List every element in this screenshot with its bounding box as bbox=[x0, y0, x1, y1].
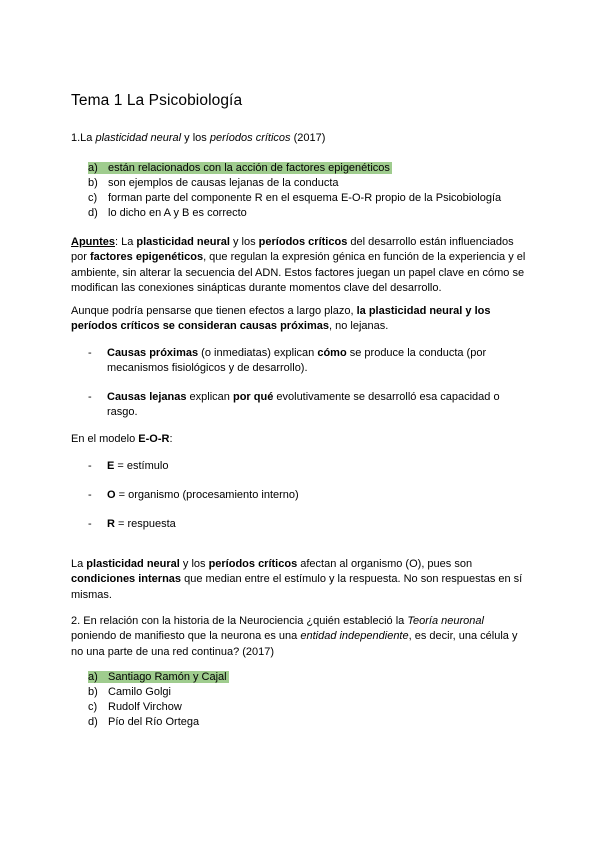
answer-highlight: a) están relacionados con la acción de factores epigenéticos bbox=[88, 162, 390, 174]
q1-option-a bbox=[88, 161, 392, 176]
notes-paragraph-2: Aunque podría pensarse que tienen efectos a largo plazo, la plasticidad neural y los períodos críticos se consideran causas próximas, no lejanas. bbox=[71, 305, 491, 333]
q2-option-b: b) Camilo Golgi bbox=[88, 686, 171, 698]
eor-intro: En el modelo E-O-R: bbox=[71, 433, 173, 445]
q2-option-c: c) Rudolf Virchow bbox=[88, 701, 182, 713]
eor-item-r: - R = respuesta bbox=[88, 518, 176, 530]
q1-option-b: b) son ejemplos de causas lejanas de la conducta bbox=[88, 177, 339, 189]
notes-paragraph-1: Apuntes: La plasticidad neural y los períodos críticos del desarrollo están influenciados por factores epigenéticos, que regulan la expresión génica en función de la experiencia y el ambiente, sin alterar la secuencia del ADN. Estos factores juegan un papel clave en cómo se modifican las conexiones sinápticas durante momentos clave del desarrollo. bbox=[71, 236, 526, 295]
page-title: Tema 1 La Psicobiología bbox=[71, 92, 243, 109]
eor-item-o: - O = organismo (procesamiento interno) bbox=[88, 489, 299, 501]
notes-paragraph-3: La plasticidad neural y los períodos críticos afectan al organismo (O), pues son condiciones internas que median entre el estímulo y la respuesta. No son respuestas en sí mismas. bbox=[71, 558, 523, 601]
q1-option-c: c) forman parte del componente R en el esquema E-O-R propio de la Psicobiología bbox=[88, 192, 502, 204]
question-2-stem: 2. En relación con la historia de la Neurociencia ¿quién estableció la Teoría neuronal poniendo de manifiesto que la neurona es una entidad independiente, es decir, una célula y no una parte de una red continua? (2017) bbox=[71, 615, 518, 658]
bullet-causas-lejanas: - Causas lejanas explican por qué evolutivamente se desarrolló esa capacidad o rasgo. bbox=[88, 391, 500, 419]
question-1-stem: 1.La plasticidad neural y los períodos críticos (2017) bbox=[71, 132, 326, 144]
answer-highlight: a) Santiago Ramón y Cajal bbox=[88, 671, 227, 683]
bullet-causas-proximas: - Causas próximas (o inmediatas) explican cómo se produce la conducta (por mecanismos fisiológicos y de desarrollo). bbox=[88, 347, 487, 375]
q2-option-a bbox=[88, 670, 229, 685]
eor-item-e: - E = estímulo bbox=[88, 460, 169, 472]
notes-label: Apuntes bbox=[71, 236, 115, 248]
q1-option-d: d) lo dicho en A y B es correcto bbox=[88, 207, 247, 219]
q2-option-d: d) Pío del Río Ortega bbox=[88, 716, 200, 728]
